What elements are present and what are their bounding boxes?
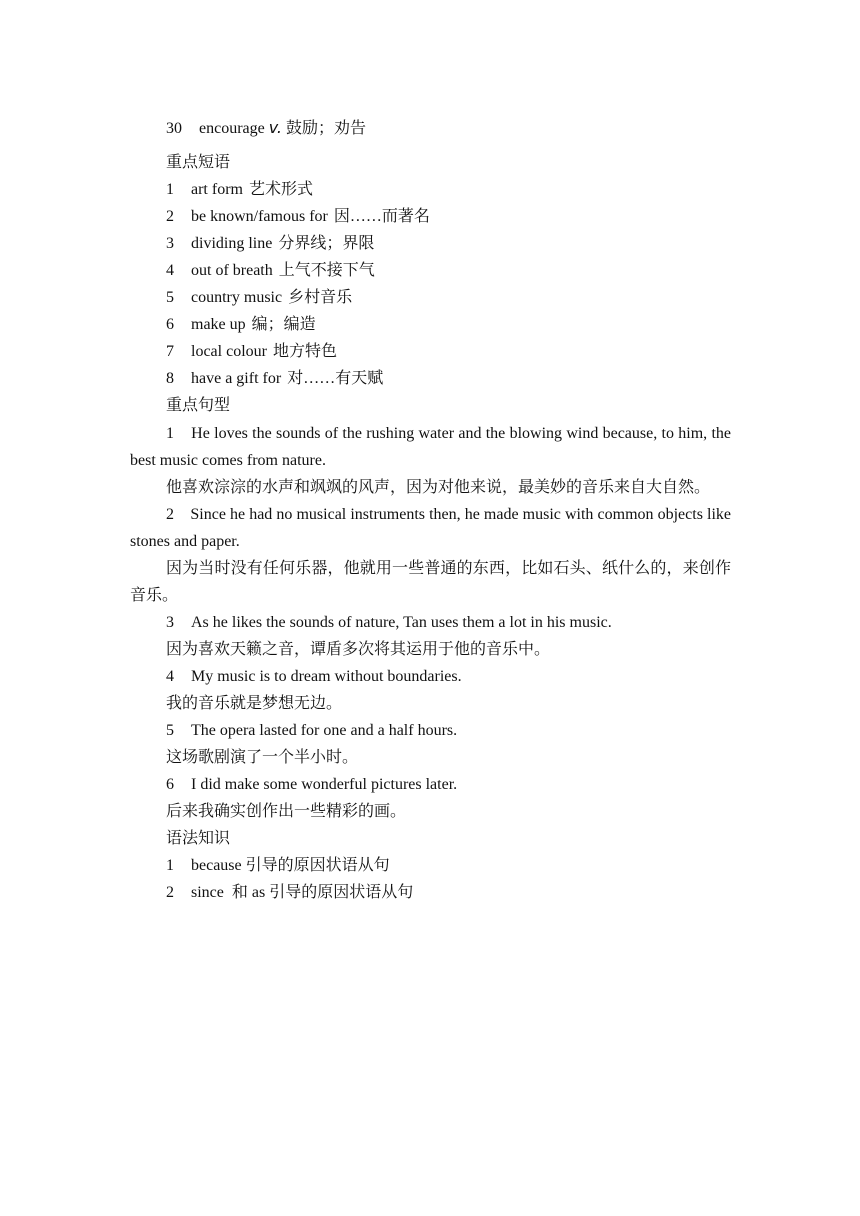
sentence-zh: 我的音乐就是梦想无边。	[166, 695, 343, 712]
phrases-heading: 重点短语	[166, 154, 231, 171]
phrase-zh: 地方特色	[272, 343, 337, 360]
phrase-number: 7	[166, 343, 174, 360]
grammar-text: since 和 as 引导的原因状语从句	[191, 884, 414, 901]
phrase-zh: 因……而著名	[333, 208, 430, 225]
sentence-number: 2	[166, 506, 174, 523]
sentence-number: 5	[166, 722, 174, 739]
sentence-en	[166, 667, 462, 687]
sentence-text: As he likes the sounds of nature, Tan uses them a lot in his music.	[191, 614, 612, 631]
phrase-en: be known/famous for	[191, 208, 328, 225]
grammar-number: 1	[166, 857, 174, 874]
sentences-heading: 重点句型	[166, 397, 231, 414]
vocab-meaning: 鼓励；劝告	[285, 120, 366, 137]
phrase-en: make up	[191, 316, 246, 333]
phrase-en: dividing line	[191, 235, 273, 252]
sentence-en	[166, 613, 612, 633]
sentence-text: I did make some wonderful pictures later.	[191, 776, 458, 793]
phrase-item	[166, 180, 313, 200]
phrase-item	[166, 342, 337, 362]
sentence-number: 4	[166, 668, 174, 685]
sentence-zh: 后来我确实创作出一些精彩的画。	[166, 803, 407, 820]
phrase-item	[166, 261, 375, 281]
sentence-text: Since he had no musical instruments then, he made music with common objects like stones and paper.	[130, 506, 732, 550]
sentence-en	[130, 501, 731, 555]
grammar-item	[166, 883, 413, 903]
phrase-item	[166, 207, 430, 227]
sentence-en	[166, 721, 457, 741]
vocab-item-30	[166, 118, 366, 139]
phrase-zh: 艺术形式	[248, 181, 313, 198]
grammar-number: 2	[166, 884, 174, 901]
phrase-number: 8	[166, 370, 174, 387]
phrase-en: art form	[191, 181, 243, 198]
phrase-zh: 上气不接下气	[278, 262, 375, 279]
phrase-number: 2	[166, 208, 174, 225]
phrase-zh: 乡村音乐	[288, 289, 353, 306]
phrase-en: country music	[191, 289, 283, 306]
sentence-number: 1	[166, 425, 174, 442]
phrase-item	[166, 288, 352, 308]
sentence-zh: 这场歌剧演了一个半小时。	[166, 749, 359, 766]
vocab-pos: v.	[268, 118, 282, 137]
phrase-number: 3	[166, 235, 174, 252]
sentence-zh: 因为喜欢天籁之音，谭盾多次将其运用于他的音乐中。	[166, 641, 551, 658]
phrase-item	[166, 234, 374, 254]
sentence-en	[166, 775, 457, 795]
phrase-number: 6	[166, 316, 174, 333]
sentence-zh: 因为当时没有任何乐器，他就用一些普通的东西，比如石头、纸什么的，来创作音乐。	[130, 560, 731, 604]
grammar-heading: 语法知识	[166, 830, 231, 847]
phrase-en: local colour	[191, 343, 267, 360]
sentence-text: The opera lasted for one and a half hours.	[191, 722, 458, 739]
phrase-item	[166, 315, 316, 335]
vocab-word: encourage	[199, 120, 265, 137]
grammar-item	[166, 856, 390, 876]
sentence-en	[130, 420, 731, 474]
sentence-text: He loves the sounds of the rushing water and the blowing wind because, to him, the best music comes from nature.	[130, 425, 731, 469]
sentence-text: My music is to dream without boundaries.	[191, 668, 462, 685]
phrase-item	[166, 369, 383, 389]
grammar-text: because 引导的原因状语从句	[191, 857, 390, 874]
sentence-number: 6	[166, 776, 174, 793]
phrase-number: 5	[166, 289, 174, 306]
phrase-en: have a gift for	[191, 370, 282, 387]
phrase-en: out of breath	[191, 262, 273, 279]
phrase-zh: 编；编造	[251, 316, 316, 333]
phrase-zh: 对……有天赋	[287, 370, 384, 387]
vocab-number: 30	[166, 120, 182, 137]
sentence-zh: 他喜欢淙淙的水声和飒飒的风声，因为对他来说，最美妙的音乐来自大自然。	[166, 479, 711, 496]
sentence-number: 3	[166, 614, 174, 631]
phrase-number: 1	[166, 181, 174, 198]
phrase-number: 4	[166, 262, 174, 279]
phrase-zh: 分界线；界限	[278, 235, 375, 252]
